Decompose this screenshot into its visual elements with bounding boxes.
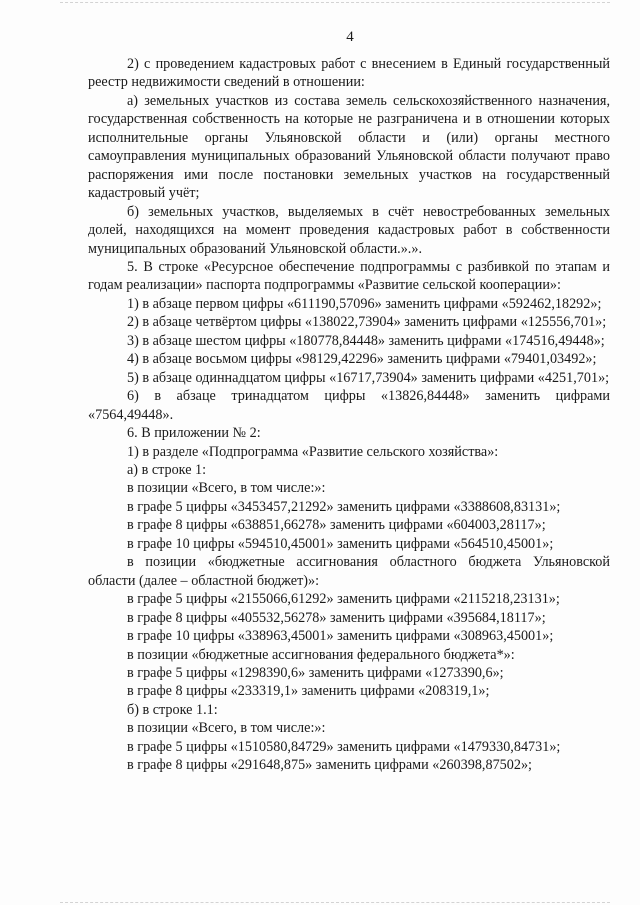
paragraph: в графе 10 цифры «594510,45001» заменить цифрами «564510,45001»;: [127, 535, 554, 552]
paragraph: в графе 5 цифры «3453457,21292» заменить цифрами «3388608,83131»;: [127, 498, 561, 515]
paragraph: в позиции «бюджетные ассигнования федерального бюджета*»:: [127, 646, 515, 663]
paragraph: б) земельных участков, выделяемых в счёт невостребованных земельных долей, находящихся на момент проведения кадастровых работ в собственности муниципальных образований Ульяновской области.».».: [88, 203, 610, 257]
paragraph: в графе 8 цифры «405532,56278» заменить цифрами «395684,18117»;: [127, 609, 546, 626]
paragraph: в графе 5 цифры «1510580,84729» заменить цифрами «1479330,84731»;: [127, 738, 561, 755]
paragraph: в позиции «бюджетные ассигнования областного бюджета Ульяновской области (далее – областной бюджет)»:: [88, 554, 610, 589]
paragraph: в графе 8 цифры «638851,66278» заменить цифрами «604003,28117»;: [127, 517, 546, 534]
scan-edge-top: [60, 2, 610, 6]
paragraph: 3) в абзаце шестом цифры «180778,84448» заменить цифрами «174516,49448»;: [127, 332, 605, 349]
paragraph: б) в строке 1.1:: [127, 701, 218, 718]
scan-edge-bottom: [60, 899, 610, 903]
paragraph: в графе 8 цифры «233319,1» заменить цифрами «208319,1»;: [127, 683, 490, 700]
paragraph: в графе 5 цифры «1298390,6» заменить цифрами «1273390,6»;: [127, 664, 504, 681]
paragraph: а) земельных участков из состава земель сельскохозяйственного назначения, государственная собственность на которые не разграничена и в отношении которых исполнительные органы Ульяновской области и (или) органы местного самоуправления муниципальных образований Ульяновской области получают право распоряжения ими после постановки земельных участков на государственный кадастровый учёт;: [88, 92, 610, 202]
document-body: [88, 55, 610, 775]
paragraph: в графе 5 цифры «2155066,61292» заменить цифрами «2115218,23131»;: [127, 591, 560, 608]
paragraph: 6. В приложении № 2:: [127, 425, 261, 442]
paragraph: 4) в абзаце восьмом цифры «98129,42296» заменить цифрами «79401,03492»;: [127, 351, 597, 368]
paragraph: 6) в абзаце тринадцатом цифры «13826,84448» заменить цифрами «7564,49448».: [88, 388, 610, 423]
paragraph: 1) в разделе «Подпрограмма «Развитие сельского хозяйства»:: [127, 443, 499, 460]
paragraph: 2) в абзаце четвёртом цифры «138022,73904» заменить цифрами «125556,701»;: [127, 314, 607, 331]
paragraph: 5. В строке «Ресурсное обеспечение подпрограммы с разбивкой по этапам и годам реализации» паспорта подпрограммы «Развитие сельской кооперации»:: [88, 258, 610, 294]
paragraph: в графе 10 цифры «338963,45001» заменить цифрами «308963,45001»;: [127, 628, 554, 645]
paragraph: 2) с проведением кадастровых работ с внесением в Единый государственный реестр недвижимости сведений в отношении:: [88, 56, 610, 91]
paragraph: 5) в абзаце одиннадцатом цифры «16717,73904» заменить цифрами «4251,701»;: [127, 369, 610, 386]
paragraph: в позиции «Всего, в том числе:»:: [127, 720, 326, 737]
paragraph: а) в строке 1:: [127, 461, 207, 478]
paragraph: в позиции «Всего, в том числе:»:: [127, 480, 326, 497]
paragraph: в графе 8 цифры «291648,875» заменить цифрами «260398,87502»;: [127, 757, 532, 774]
paragraph: 1) в абзаце первом цифры «611190,57096» заменить цифрами «592462,18292»;: [127, 295, 602, 312]
page-number: 4: [346, 29, 354, 45]
